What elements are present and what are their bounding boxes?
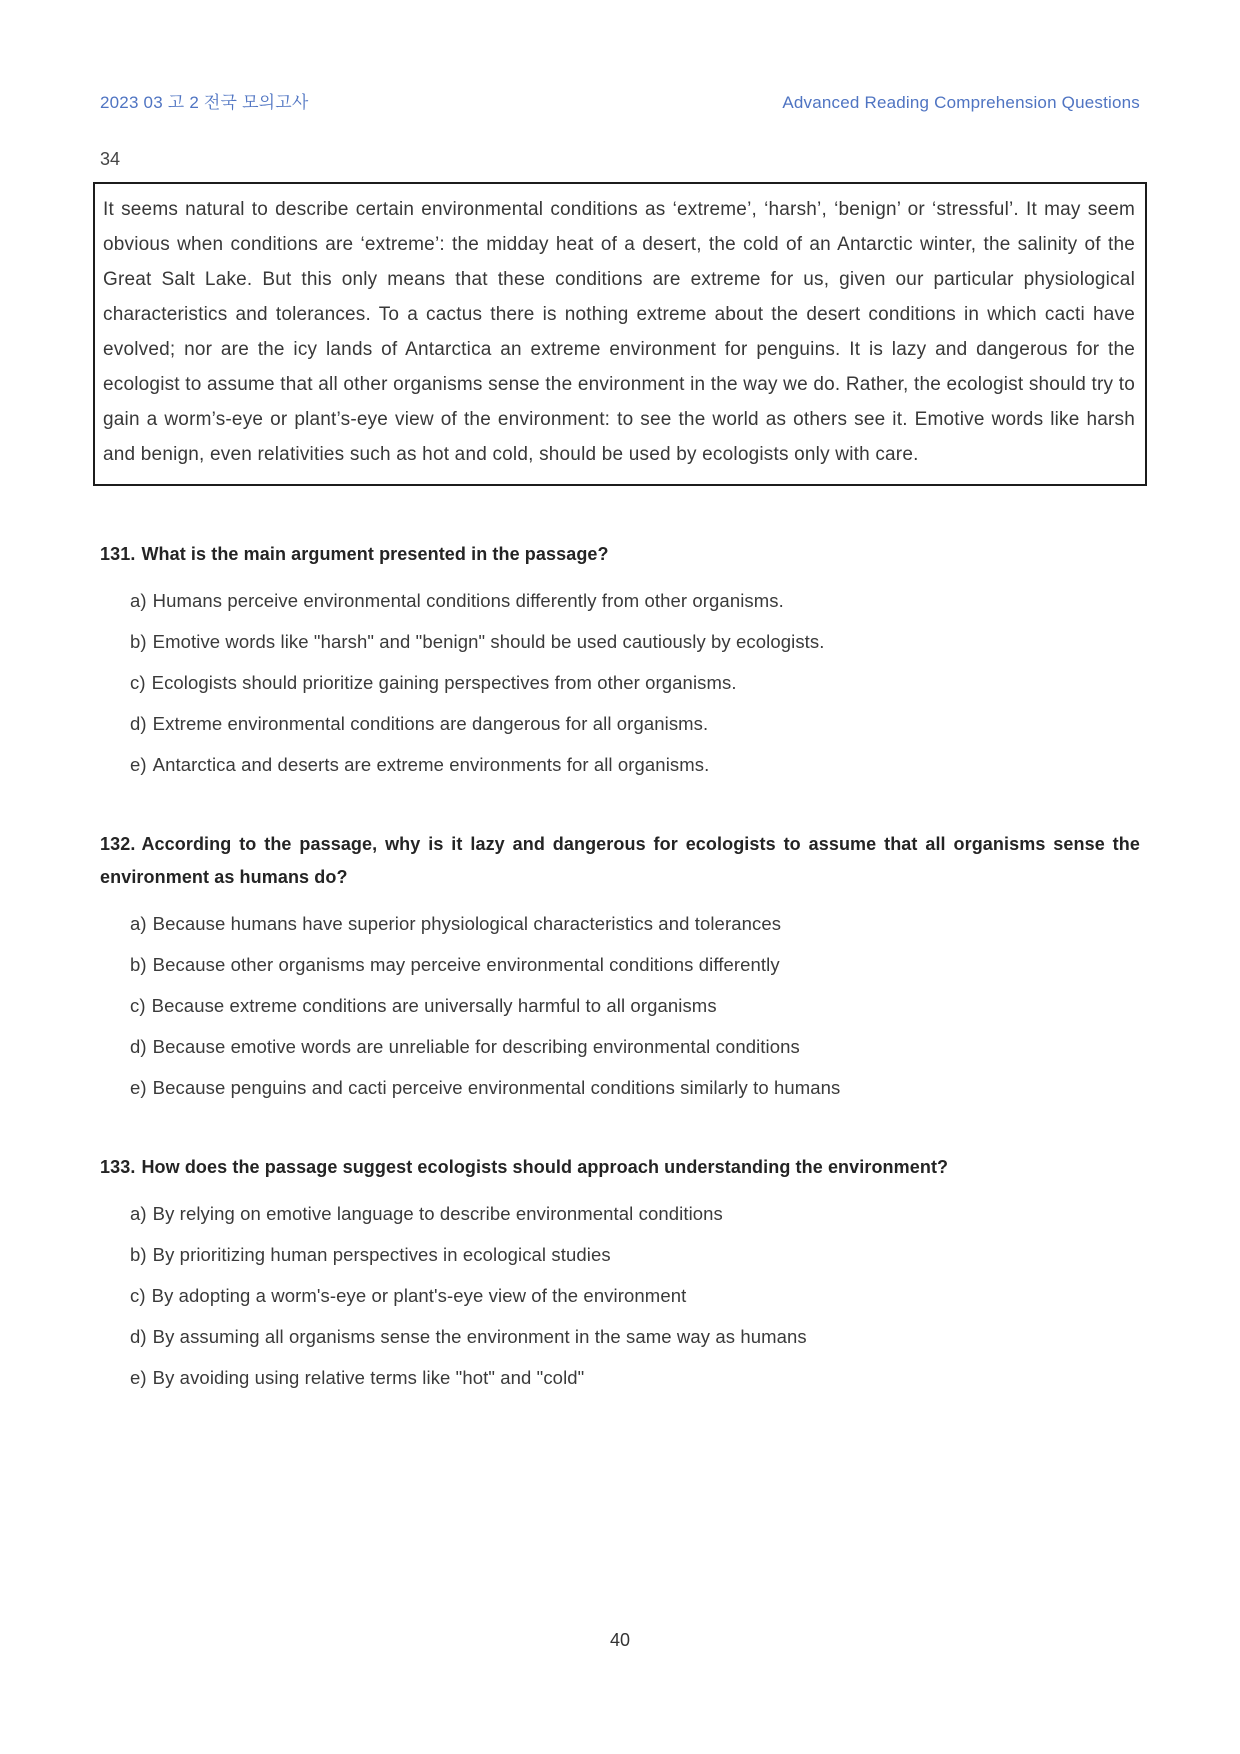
question-133-title [100,1151,1140,1184]
option-text: By prioritizing human perspectives in ecological studies [152,1244,611,1265]
option-text: Extreme environmental conditions are dangerous for all organisms. [152,713,709,734]
option-text: Because humans have superior physiological characteristics and tolerances [152,913,782,934]
passage-number: 34 [100,149,121,169]
question-132-number: 132. [100,834,136,854]
question-133 [100,1151,1140,1389]
option-132-c [130,995,1140,1017]
option-letter: b) [130,1244,147,1265]
header-left-title: 2023 03 고 2 전국 모의고사 [100,93,309,112]
option-131-c [130,672,1140,694]
option-133-d [130,1326,1140,1348]
option-letter: a) [130,590,147,611]
question-132-options [100,913,1140,1099]
question-133-number: 133. [100,1157,136,1177]
option-text: By relying on emotive language to describe environmental conditions [152,1203,723,1224]
option-132-b [130,954,1140,976]
option-131-a [130,590,1140,612]
option-text: Humans perceive environmental conditions differently from other organisms. [152,590,784,611]
option-text: Because emotive words are unreliable for describing environmental conditions [152,1036,800,1057]
page-header [100,88,1140,113]
question-133-options [100,1203,1140,1389]
option-131-b [130,631,1140,653]
question-131-text: What is the main argument presented in the passage? [141,544,609,564]
option-text: Antarctica and deserts are extreme environments for all organisms. [152,754,710,775]
option-132-e [130,1077,1140,1099]
option-132-d [130,1036,1140,1058]
option-letter: e) [130,1077,147,1098]
option-letter: e) [130,754,147,775]
option-letter: c) [130,1285,146,1306]
option-letter: a) [130,1203,147,1224]
page-number: 40 [609,1630,631,1650]
question-131-number: 131. [100,544,136,564]
header-right-title: Advanced Reading Comprehension Questions [782,93,1140,112]
option-letter: b) [130,954,147,975]
option-text: By adopting a worm's-eye or plant's-eye view of the environment [151,1285,687,1306]
option-133-e [130,1367,1140,1389]
question-131-title [100,538,1140,571]
option-letter: c) [130,995,146,1016]
option-letter: b) [130,631,147,652]
question-133-text: How does the passage suggest ecologists should approach understanding the environment? [141,1157,949,1177]
option-letter: a) [130,913,147,934]
option-text: By assuming all organisms sense the environment in the same way as humans [152,1326,807,1347]
question-132-title [100,828,1140,894]
option-text: Because other organisms may perceive environmental conditions differently [152,954,780,975]
option-133-c [130,1285,1140,1307]
question-131 [100,538,1140,776]
passage-box [93,182,1147,486]
option-text: By avoiding using relative terms like "hot" and "cold" [152,1367,585,1388]
option-text: Ecologists should prioritize gaining perspectives from other organisms. [151,672,737,693]
question-132-text: According to the passage, why is it lazy and dangerous for ecologists to assume that all organisms sense the environment as humans do? [100,834,1140,887]
option-letter: d) [130,1326,147,1347]
option-text: Because penguins and cacti perceive environmental conditions similarly to humans [152,1077,841,1098]
option-131-e [130,754,1140,776]
option-letter: e) [130,1367,147,1388]
question-132 [100,828,1140,1099]
option-133-b [130,1244,1140,1266]
option-text: Emotive words like "harsh" and "benign" should be used cautiously by ecologists. [152,631,825,652]
option-132-a [130,913,1140,935]
option-letter: d) [130,1036,147,1057]
option-133-a [130,1203,1140,1225]
question-131-options [100,590,1140,776]
option-131-d [130,713,1140,735]
option-letter: c) [130,672,146,693]
option-text: Because extreme conditions are universally harmful to all organisms [151,995,717,1016]
option-letter: d) [130,713,147,734]
passage-text: It seems natural to describe certain environmental conditions as ‘extreme’, ‘harsh’, ‘benign’ or ‘stressful’. It may seem obvious when conditions are ‘extreme’: the midday heat of a desert, the cold of an Antarctic winter, the salinity of the Great Salt Lake. But this only means that these conditions are extreme for us, given our particular physiological characteristics and tolerances. To a cactus there is nothing extreme about the desert conditions in which cacti have evolved; nor are the icy lands of Antarctica an extreme environment for penguins. It is lazy and dangerous for the ecologist to assume that all other organisms sense the environment in the way we do. Rather, the ecologist should try to gain a worm’s-eye or plant’s-eye view of the environment: to see the world as others see it. Emotive words like harsh and benign, even relativities such as hot and cold, should be used by ecologists only with care. [103,199,1135,465]
